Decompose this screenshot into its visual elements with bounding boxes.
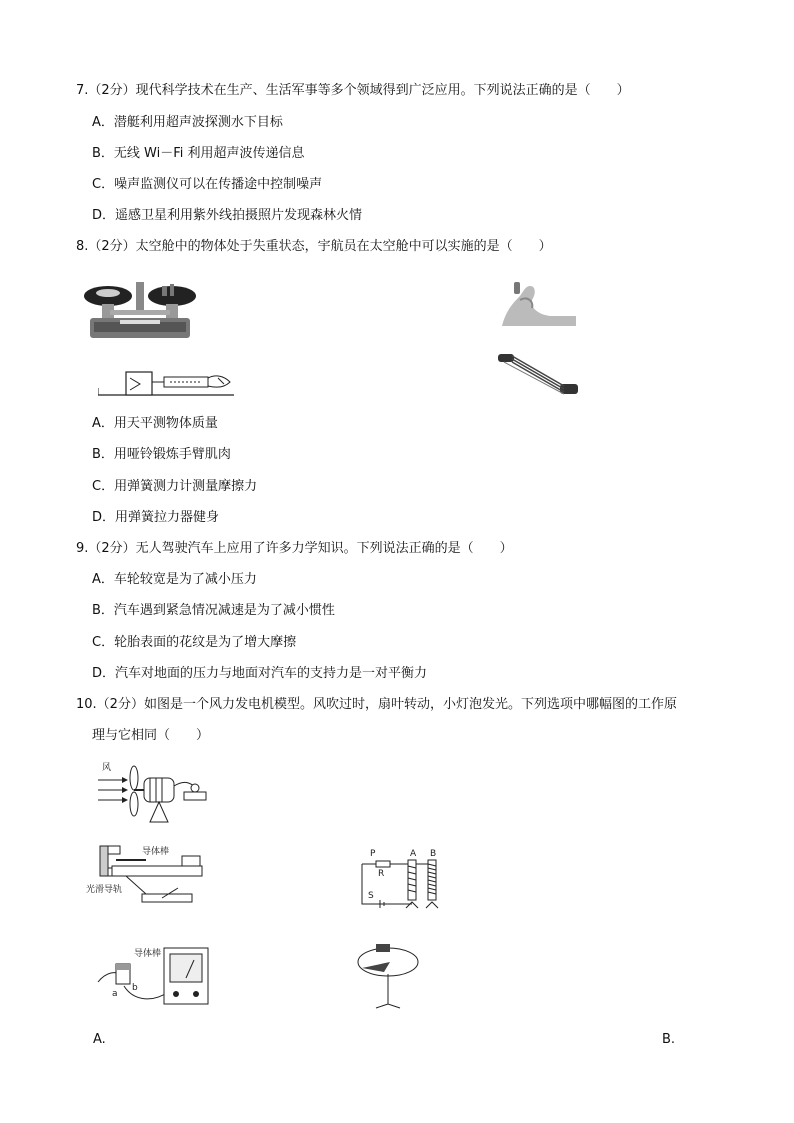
q7-stem: 7.（2分）现代科学技术在生产、生活军事等多个领域得到广泛应用。下列说法正确的是（ ） [76,83,630,98]
dumbbell-arm-image [496,280,582,332]
fig1-rail-label: 光滑导轨 [86,885,123,895]
q7-option-c: C．噪声监测仪可以在传播途中控制噪声 [92,177,323,192]
q8-option-a: A．用天平测物体质量 [92,416,218,431]
q8-stem: 8.（2分）太空舱中的物体处于失重状态，宇航员在太空舱中可以实施的是（ ） [76,239,552,254]
answer-label-a: A. [93,1032,106,1047]
q10-stem-line2: 理与它相同（ ） [92,728,210,743]
fig3-a-label: a [112,989,118,999]
q9-option-b: B．汽车遇到紧急情况减速是为了减小惯性 [92,603,335,618]
q10-stem-line1: 10.（2分）如图是一个风力发电机模型。风吹过时，扇叶转动，小灯泡发光。下列选项中哪幅图的工作原 [76,697,677,712]
fig3-b-label: b [132,983,138,993]
option-figure-3 [94,942,216,1010]
answer-label-b: B. [662,1032,676,1047]
option-figure-2 [356,846,456,916]
fig1-rod-label: 导体棒 [142,847,170,857]
balance-image [80,276,200,346]
spring-scale-friction-image [98,364,236,398]
q7-option-d: D．遥感卫星利用紫外线拍摄照片发现森林火情 [92,208,363,223]
fig3-rod-label: 导体棒 [134,949,162,959]
option-figure-1 [86,842,216,912]
spring-expander-image [494,350,584,400]
q8-option-c: C．用弹簧测力计测量摩擦力 [92,479,258,494]
q7-option-a: A．潜艇利用超声波探测水下目标 [92,115,283,130]
fig2-b-label: B [430,849,437,859]
q8-option-d: D．用弹簧拉力器健身 [92,510,220,525]
option-figure-4 [354,936,424,1014]
q9-option-a: A．车轮较宽是为了减小压力 [92,572,257,587]
q9-option-d: D．汽车对地面的压力与地面对汽车的支持力是一对平衡力 [92,666,428,681]
wind-generator-figure [92,760,212,826]
fig2-a-label: A [410,849,417,859]
q9-stem: 9.（2分）无人驾驶汽车上应用了许多力学知识。下列说法正确的是（ ） [76,541,513,556]
q8-option-b: B．用哑铃锻炼手臂肌肉 [92,447,231,462]
q9-option-c: C．轮胎表面的花纹是为了增大摩擦 [92,635,297,650]
q7-option-b: B．无线 Wi－Fi 利用超声波传递信息 [92,146,305,161]
fig2-s-label: S [368,891,374,901]
fig2-r-label: R [378,869,385,879]
wind-label: 风 [102,763,112,773]
fig2-p-label: P [370,849,376,859]
